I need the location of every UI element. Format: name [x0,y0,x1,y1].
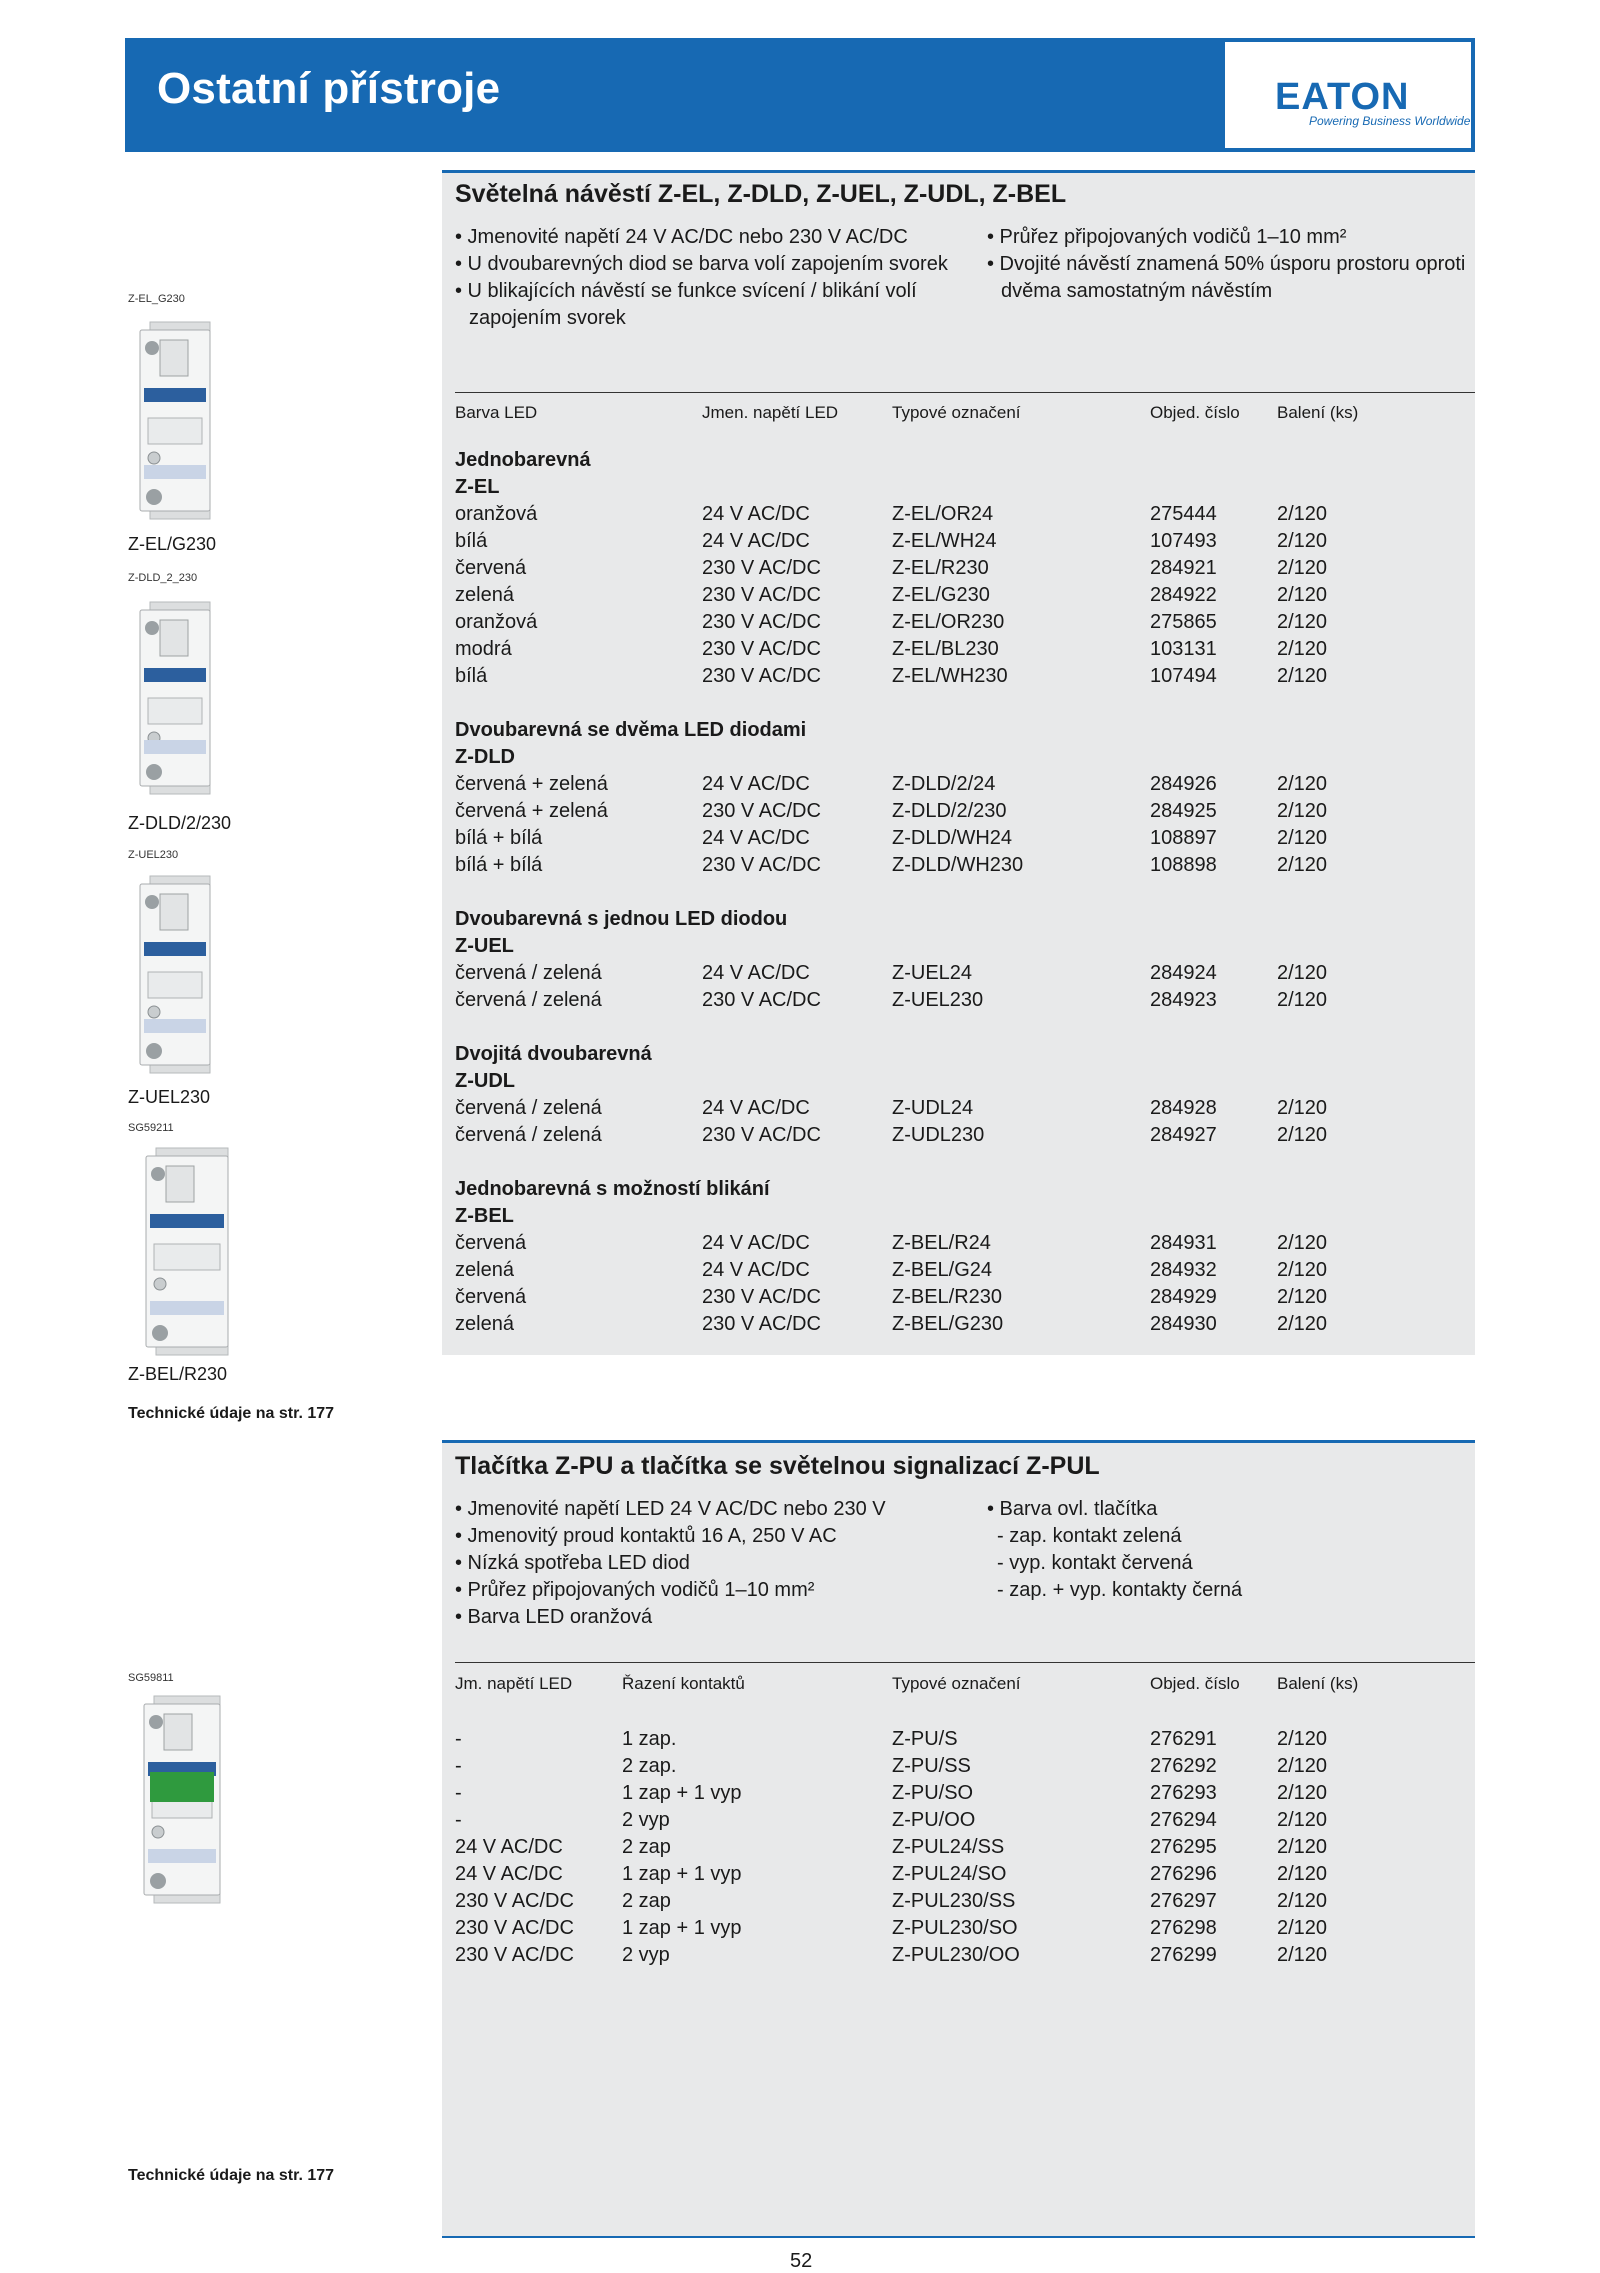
table-cell: Z-DLD/2/24 [892,773,996,795]
table-cell: Z-PU/S [892,1728,958,1750]
z-el-device-image [132,318,228,523]
table-cell: červená / zelená [455,1097,602,1119]
table-cell: 24 V AC/DC [455,1863,563,1885]
table-cell: 2/120 [1277,1728,1328,1750]
group-label: Jednobarevná [455,449,591,471]
table-row [455,1942,1475,1969]
z-uel-device-image [132,872,228,1077]
table-cell: Z-EL/OR230 [892,611,1005,633]
image-code: SG59211 [128,1122,174,1134]
table-cell: Z-PU/SO [892,1782,974,1804]
table-cell: 284927 [1150,1124,1217,1146]
table-cell: 2 zap [622,1890,671,1912]
table-row [455,528,1475,555]
table-cell: 1 zap + 1 vyp [622,1863,742,1885]
image-caption: Z-EL/G230 [128,534,217,554]
page-header [125,38,1475,152]
table-cell: oranžová [455,503,538,525]
table-cell: červená + zelená [455,773,608,795]
table-cell: 284932 [1150,1259,1217,1281]
table-cell: 2/120 [1277,1124,1328,1146]
column-header: Jmen. napětí LED [702,403,839,422]
bullet: • Průřez připojovaných vodičů 1–10 mm² [987,226,1347,248]
table-cell: 284924 [1150,962,1217,984]
eaton-logo [1225,42,1471,148]
table-row [455,1834,1475,1861]
table-cell: 2/120 [1277,584,1328,606]
table-row [455,1230,1475,1257]
table-cell: zelená [455,1313,514,1335]
table-cell: 2/120 [1277,1917,1328,1939]
bullet: • U blikajících návěstí se funkce svícení / blikání volí zapojením svorek [455,280,917,329]
table-cell: 276292 [1150,1755,1217,1777]
table-cell: červená [455,557,527,579]
section2-bullets-right [987,1496,1467,1604]
table-cell: 276296 [1150,1863,1217,1885]
column-header: Jm. napětí LED [455,1674,573,1693]
table-row [455,825,1475,852]
table-row [455,501,1475,528]
group-label: Dvoubarevná s jednou LED diodou [455,908,788,930]
table-cell: červená + zelená [455,800,608,822]
section2-title: Tlačítka Z-PU a tlačítka se světelnou signalizací Z-PUL [455,1452,1100,1480]
table-row [455,636,1475,663]
table-cell: 108897 [1150,827,1217,849]
table-cell: Z-PUL230/SO [892,1917,1018,1939]
table-cell: 2/120 [1277,1890,1328,1912]
table-cell: Z-PU/OO [892,1809,976,1831]
group-code: Z-EL [455,476,500,498]
table-cell: Z-EL/OR24 [892,503,994,525]
bullet: • Barva ovl. tlačítka [987,1498,1158,1520]
table-row [455,1753,1475,1780]
table-cell: 276299 [1150,1944,1217,1966]
column-header: Barva LED [455,403,538,422]
column-header: Typové označení [892,1674,1021,1693]
table-cell: - [455,1755,462,1777]
table-row [455,555,1475,582]
image-caption: Z-DLD/2/230 [128,813,232,833]
table-cell: 230 V AC/DC [702,584,821,606]
z-dld-device-image [132,598,228,798]
table-cell: 276297 [1150,1890,1217,1912]
table-cell: 2/120 [1277,854,1328,876]
table-cell: Z-UDL24 [892,1097,974,1119]
z-pu-device-image [132,1692,242,1907]
group-label: Dvojitá dvoubarevná [455,1043,652,1065]
table-row [455,960,1475,987]
table-cell: 230 V AC/DC [455,1944,574,1966]
table-cell: 2/120 [1277,989,1328,1011]
table-cell: - [455,1782,462,1804]
table-cell: 284930 [1150,1313,1217,1335]
table-cell: 230 V AC/DC [702,557,821,579]
table-cell: bílá [455,665,488,687]
image-caption: Z-UEL230 [128,1087,211,1107]
table-cell: 1 zap + 1 vyp [622,1917,742,1939]
table-cell: 275865 [1150,611,1217,633]
table-cell: 2/120 [1277,1259,1328,1281]
table-cell: 24 V AC/DC [455,1836,563,1858]
table-cell: Z-EL/WH230 [892,665,1008,687]
column-header: Objed. číslo [1150,403,1240,422]
table-cell: oranžová [455,611,538,633]
table-cell: Z-BEL/G230 [892,1313,1004,1335]
table-cell: 284922 [1150,584,1217,606]
bullet: • Dvojité návěstí znamená 50% úsporu prostoru oproti dvěma samostatným návěstím [987,253,1466,302]
sub-bullet: - vyp. kontakt červená [997,1552,1193,1574]
table-cell: 103131 [1150,638,1217,660]
table-cell: 2 vyp [622,1944,670,1966]
table-cell: 2/120 [1277,530,1328,552]
table-cell: 276295 [1150,1836,1217,1858]
table-cell: 2/120 [1277,638,1328,660]
table-cell: 2 zap [622,1836,671,1858]
table-cell: 230 V AC/DC [702,854,821,876]
section1-bullets-right [987,224,1467,305]
table-cell: 230 V AC/DC [455,1917,574,1939]
table-cell: Z-DLD/WH230 [892,854,1024,876]
table-cell: 230 V AC/DC [702,611,821,633]
table-cell: Z-PUL24/SO [892,1863,1007,1885]
section1-title: Světelná návěstí Z-EL, Z-DLD, Z-UEL, Z-UDL, Z-BEL [455,180,1067,208]
table-cell: 230 V AC/DC [702,1124,821,1146]
bullet: • Nízká spotřeba LED diod [455,1552,690,1574]
column-header: Typové označení [892,403,1021,422]
table-cell: 24 V AC/DC [702,530,810,552]
group-label: Dvoubarevná se dvěma LED diodami [455,719,807,741]
table-cell: 230 V AC/DC [702,1286,821,1308]
table-cell: 2/120 [1277,1232,1328,1254]
sub-bullet: - zap. kontakt zelená [997,1525,1182,1547]
table-cell: Z-DLD/WH24 [892,827,1013,849]
table-cell: 2/120 [1277,611,1328,633]
table-row [455,1122,1475,1149]
group-label: Jednobarevná s možností blikání [455,1178,770,1200]
table-row [455,1095,1475,1122]
bottom-rule [442,2236,1475,2238]
table-cell: 24 V AC/DC [702,503,810,525]
table-cell: Z-BEL/R230 [892,1286,1003,1308]
table-row [455,852,1475,879]
table-cell: - [455,1809,462,1831]
column-header: Balení (ks) [1277,403,1359,422]
table-cell: 230 V AC/DC [702,800,821,822]
table-cell: 2 zap. [622,1755,677,1777]
table-cell: Z-PUL230/SS [892,1890,1016,1912]
table-cell: 2/120 [1277,773,1328,795]
table-cell: 2/120 [1277,1755,1328,1777]
table-cell: Z-BEL/G24 [892,1259,993,1281]
table-cell: 2/120 [1277,962,1328,984]
image-code: Z-EL_G230 [128,293,185,305]
table-cell: 1 zap + 1 vyp [622,1782,742,1804]
bullet: • Jmenovité napětí 24 V AC/DC nebo 230 V AC/DC [455,226,908,248]
table-cell: 284928 [1150,1097,1217,1119]
table-row [455,1257,1475,1284]
table2-top-rule [455,1662,1475,1663]
table-cell: 2/120 [1277,1097,1328,1119]
table-cell: 2/120 [1277,557,1328,579]
table-cell: 107493 [1150,530,1217,552]
table-row [455,663,1475,690]
bullet: • Průřez připojovaných vodičů 1–10 mm² [455,1579,815,1601]
logo-wordmark: EATON [1275,76,1410,118]
group-code: Z-UEL [455,935,514,957]
table-cell: červená / zelená [455,989,602,1011]
bullet: • Jmenovité napětí LED 24 V AC/DC nebo 230 V [455,1498,886,1520]
table-row [455,771,1475,798]
table-cell: Z-EL/WH24 [892,530,997,552]
table-cell: 2/120 [1277,1863,1328,1885]
section1-bullets-left [455,224,975,332]
table-cell: červená [455,1232,527,1254]
table-cell: 230 V AC/DC [702,989,821,1011]
page-number: 52 [790,2250,813,2272]
table-cell: bílá [455,530,488,552]
z-bel-device-image [132,1144,252,1359]
table-row [455,1888,1475,1915]
table-cell: 1 zap. [622,1728,677,1750]
table-cell: Z-DLD/2/230 [892,800,1007,822]
group-code: Z-UDL [455,1070,515,1092]
table-cell: 276293 [1150,1782,1217,1804]
table-cell: Z-EL/BL230 [892,638,999,660]
table-cell: zelená [455,584,514,606]
table-cell: Z-BEL/R24 [892,1232,991,1254]
section2-bullets-left [455,1496,975,1631]
table-cell: 24 V AC/DC [702,962,810,984]
table-cell: modrá [455,638,512,660]
table-cell: 24 V AC/DC [702,773,810,795]
bullet: • U dvoubarevných diod se barva volí zapojením svorek [455,253,948,275]
table-cell: Z-PU/SS [892,1755,971,1777]
group-code: Z-BEL [455,1205,514,1227]
table-cell: 24 V AC/DC [702,1097,810,1119]
table-row [455,1780,1475,1807]
table-row [455,987,1475,1014]
table-cell: 276294 [1150,1809,1217,1831]
table-cell: - [455,1728,462,1750]
table-cell: Z-UEL230 [892,989,984,1011]
table-cell: Z-PUL230/OO [892,1944,1020,1966]
table-cell: Z-PUL24/SS [892,1836,1005,1858]
image-code: Z-DLD_2_230 [128,572,198,584]
table-cell: 276298 [1150,1917,1217,1939]
bullet: • Jmenovitý proud kontaktů 16 A, 250 V AC [455,1525,837,1547]
table-cell: 2/120 [1277,1944,1328,1966]
table-cell: bílá + bílá [455,827,543,849]
table-row [455,1726,1475,1753]
table-row [455,609,1475,636]
table-row [455,798,1475,825]
table-cell: 24 V AC/DC [702,1232,810,1254]
table-cell: 24 V AC/DC [702,1259,810,1281]
table-cell: 284921 [1150,557,1217,579]
table-row [455,582,1475,609]
table-cell: 284931 [1150,1232,1217,1254]
table-cell: 284923 [1150,989,1217,1011]
table-row [455,1284,1475,1311]
table-cell: 2/120 [1277,1286,1328,1308]
table-cell: 2/120 [1277,665,1328,687]
table-cell: 230 V AC/DC [702,638,821,660]
table-cell: 107494 [1150,665,1217,687]
table-cell: 284925 [1150,800,1217,822]
table-cell: 2/120 [1277,1809,1328,1831]
table-cell: 284926 [1150,773,1217,795]
table-cell: 284929 [1150,1286,1217,1308]
table-cell: 2/120 [1277,827,1328,849]
table-row [455,1807,1475,1834]
table-cell: červená / zelená [455,962,602,984]
table-cell: červená / zelená [455,1124,602,1146]
table-cell: 2 vyp [622,1809,670,1831]
table-cell: 275444 [1150,503,1217,525]
table-cell: 230 V AC/DC [702,665,821,687]
tech-note: Technické údaje na str. 177 [128,1405,335,1422]
table-cell: 24 V AC/DC [702,827,810,849]
table-row [455,1311,1475,1338]
table-cell: bílá + bílá [455,854,543,876]
table-cell: červená [455,1286,527,1308]
table-cell: 2/120 [1277,1782,1328,1804]
image-caption: Z-BEL/R230 [128,1364,228,1384]
table-cell: Z-UDL230 [892,1124,985,1146]
sub-bullet: - zap. + vyp. kontakty černá [997,1579,1243,1601]
table-cell: 2/120 [1277,1313,1328,1335]
table-row [455,1915,1475,1942]
table1-top-rule [455,392,1475,393]
table-cell: Z-EL/R230 [892,557,989,579]
table-cell: 2/120 [1277,800,1328,822]
table-cell: 108898 [1150,854,1217,876]
column-header: Objed. číslo [1150,1674,1240,1693]
tech-note: Technické údaje na str. 177 [128,2167,335,2184]
table-cell: 276291 [1150,1728,1217,1750]
column-header: Řazení kontaktů [622,1674,745,1693]
group-code: Z-DLD [455,746,515,768]
table-row [455,1861,1475,1888]
image-code: SG59811 [128,1672,174,1684]
image-code: Z-UEL230 [128,849,179,861]
table-cell: Z-EL/G230 [892,584,990,606]
page-title: Ostatní přístroje [157,64,501,113]
logo-tagline: Powering Business Worldwide [1309,114,1471,128]
table-cell: 2/120 [1277,1836,1328,1858]
table-cell: 230 V AC/DC [702,1313,821,1335]
bullet: • Barva LED oranžová [455,1606,653,1628]
table-cell: zelená [455,1259,514,1281]
table-cell: Z-UEL24 [892,962,973,984]
table-cell: 2/120 [1277,503,1328,525]
table-cell: 230 V AC/DC [455,1890,574,1912]
column-header: Balení (ks) [1277,1674,1359,1693]
